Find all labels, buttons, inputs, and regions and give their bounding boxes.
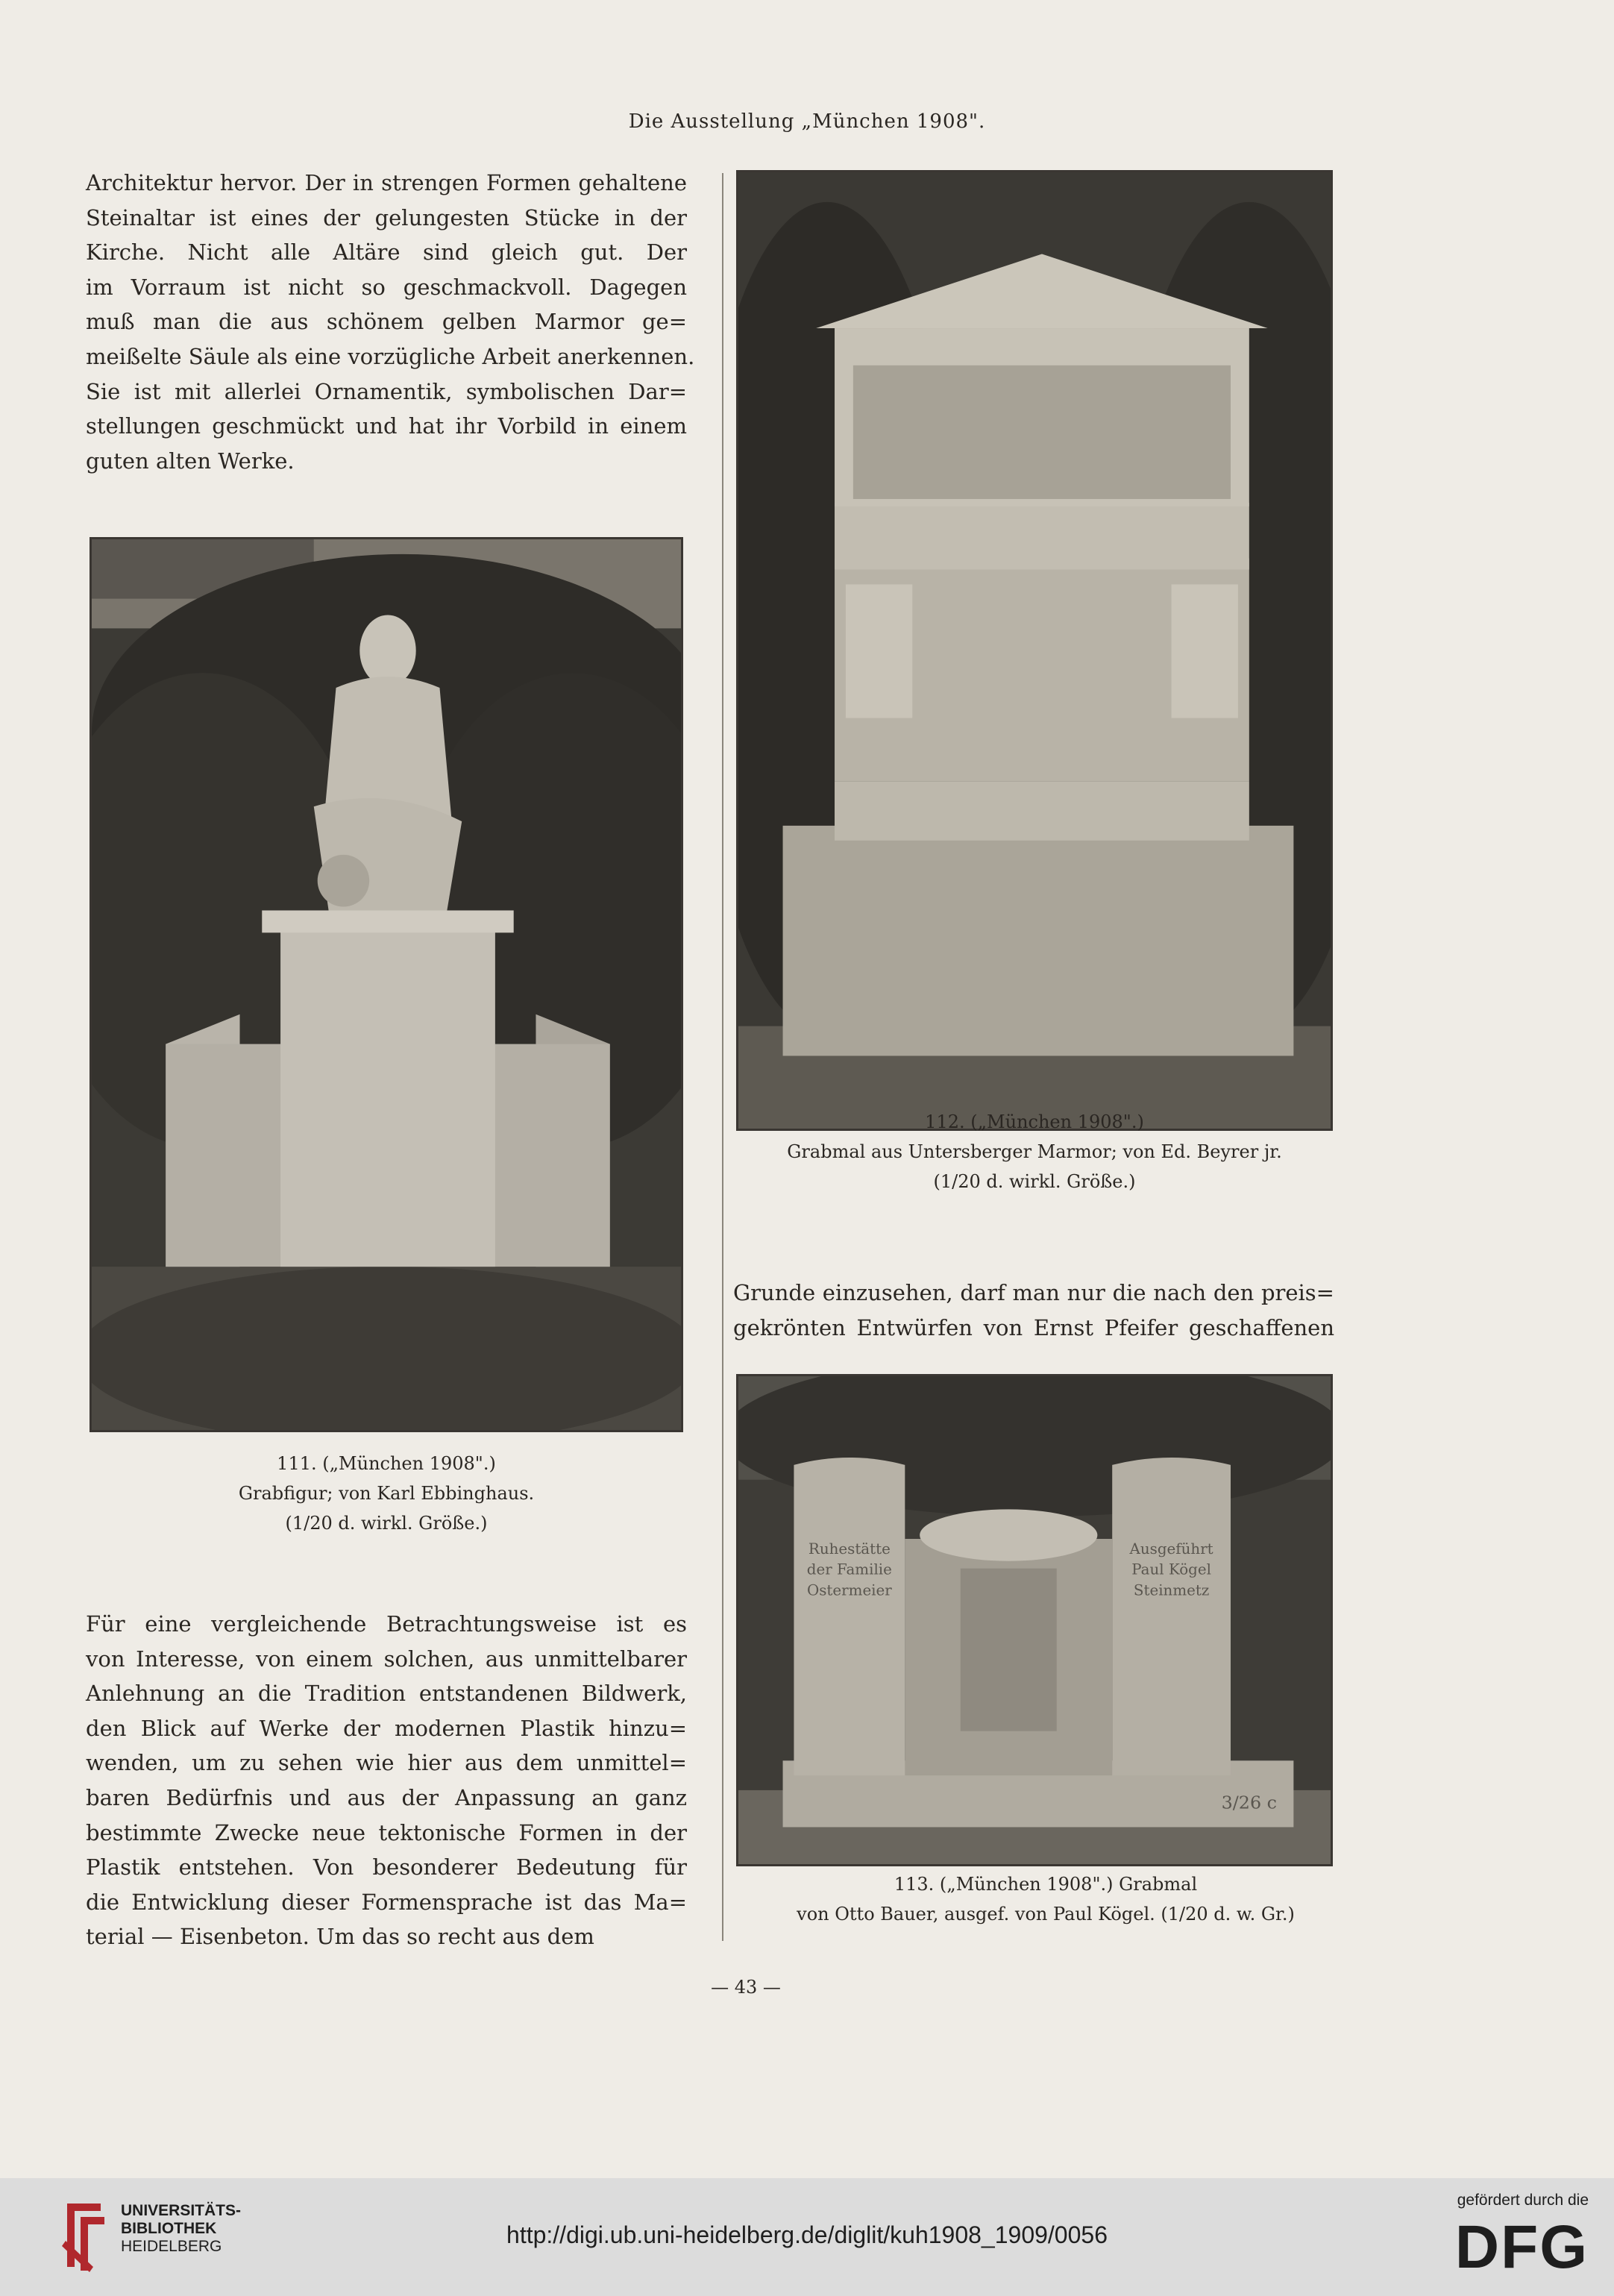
- caption-line: von Otto Bauer, ausgef. von Paul Kögel. (1/20 d. w. Gr.): [797, 1904, 1295, 1925]
- text-line: den Blick auf Werke der modernen Plastik hinzu=: [86, 1715, 687, 1741]
- text-line: gekrönten Entwürfen von Ernst Pfeifer geschaffenen: [733, 1314, 1334, 1340]
- inscription-left-1: Ruhestätte: [808, 1540, 891, 1558]
- figure-113-photo: [736, 1374, 1333, 1866]
- text-line: von Interesse, von einem solchen, aus unmittelbarer: [86, 1646, 687, 1672]
- inscription-left-2: der Familie: [806, 1561, 892, 1578]
- marble-tomb-image: [738, 172, 1331, 1129]
- caption-line: 111. („München 1908".): [277, 1453, 496, 1474]
- text-line: baren Bedürfnis und aus der Anpassung an ganz: [86, 1784, 687, 1810]
- caption-line: Grabfigur; von Karl Ebbinghaus.: [238, 1483, 535, 1504]
- text-line: Sie ist mit allerlei Ornamentik, symbolischen Dar=: [86, 378, 687, 404]
- concrete-tomb-image: [738, 1376, 1331, 1864]
- inscription-right-2: Paul Kögel: [1131, 1561, 1211, 1578]
- right-paragraph: [733, 1276, 1334, 1345]
- figure-112-photo: [736, 170, 1333, 1131]
- library-name-line-1: UNIVERSITÄTS-: [121, 2202, 242, 2219]
- grave-figure-image: [92, 539, 681, 1430]
- caption-line: 113. („München 1908".) Grabmal: [894, 1874, 1198, 1895]
- inscription-right-3: Steinmetz: [1133, 1581, 1210, 1599]
- figure-113-caption: [736, 1869, 1355, 1929]
- left-top-paragraph: [86, 166, 695, 478]
- column-rule: [722, 173, 723, 1941]
- inscription-left-3: Ostermeier: [806, 1581, 892, 1599]
- text-line: die Entwicklung dieser Formensprache ist das Ma=: [86, 1889, 687, 1915]
- text-line: wenden, um zu sehen wie hier aus dem unmittel=: [86, 1750, 687, 1776]
- caption-line: (1/20 d. wirkl. Größe.): [285, 1513, 488, 1534]
- page-number: — 43 —: [711, 1977, 781, 1998]
- text-line: terial — Eisenbeton. Um das so recht aus dem: [86, 1924, 594, 1950]
- inscription-right-1: Ausgeführt: [1129, 1540, 1213, 1558]
- left-bottom-paragraph: [86, 1607, 687, 1954]
- caption-line: 112. („München 1908".): [925, 1111, 1144, 1132]
- running-header: Die Ausstellung „München 1908".: [628, 110, 986, 133]
- text-line: Grunde einzusehen, darf man nur die nach den preis=: [733, 1280, 1334, 1305]
- permalink-url[interactable]: http://digi.ub.uni-heidelberg.de/diglit/kuh1908_1909/0056: [506, 2221, 1108, 2248]
- corner-mark: 3/26 c: [1221, 1792, 1278, 1813]
- text-line: bestimmte Zwecke neue tektonische Formen in der: [86, 1819, 687, 1845]
- figure-112-caption: [736, 1107, 1333, 1196]
- library-name-line-2: BIBLIOTHEK: [121, 2220, 217, 2237]
- text-line: muß man die aus schönem gelben Marmor ge=: [86, 309, 687, 335]
- sponsor-text: gefördert durch die: [1457, 2192, 1589, 2209]
- figure-111-caption: [90, 1449, 683, 1538]
- text-line: Steinaltar ist eines der gelungesten Stücke in der: [86, 204, 687, 230]
- figure-111-photo: [90, 537, 683, 1432]
- text-line: Architektur hervor. Der in strengen Formen gehaltene: [86, 170, 687, 195]
- text-line: Anlehnung an die Tradition entstandenen Bildwerk,: [86, 1681, 687, 1707]
- text-line: Plastik entstehen. Von besonderer Bedeutung für: [86, 1854, 687, 1881]
- dfg-logo: DFG: [1454, 2213, 1589, 2281]
- library-name-line-3: HEIDELBERG: [121, 2238, 222, 2255]
- caption-line: Grabmal aus Untersberger Marmor; von Ed. Beyrer jr.: [787, 1141, 1282, 1162]
- text-line: guten alten Werke.: [86, 448, 295, 474]
- text-line: stellungen geschmückt und hat ihr Vorbild in einem: [86, 413, 687, 439]
- text-line: meißelte Säule als eine vorzügliche Arbeit anerkennen.: [86, 343, 695, 369]
- text-line: Für eine vergleichende Betrachtungsweise ist es: [86, 1611, 687, 1637]
- caption-line: (1/20 d. wirkl. Größe.): [933, 1171, 1136, 1192]
- text-line: Kirche. Nicht alle Altäre sind gleich gut. Der: [86, 239, 687, 266]
- text-line: im Vorraum ist nicht so geschmackvoll. Dagegen: [86, 274, 687, 300]
